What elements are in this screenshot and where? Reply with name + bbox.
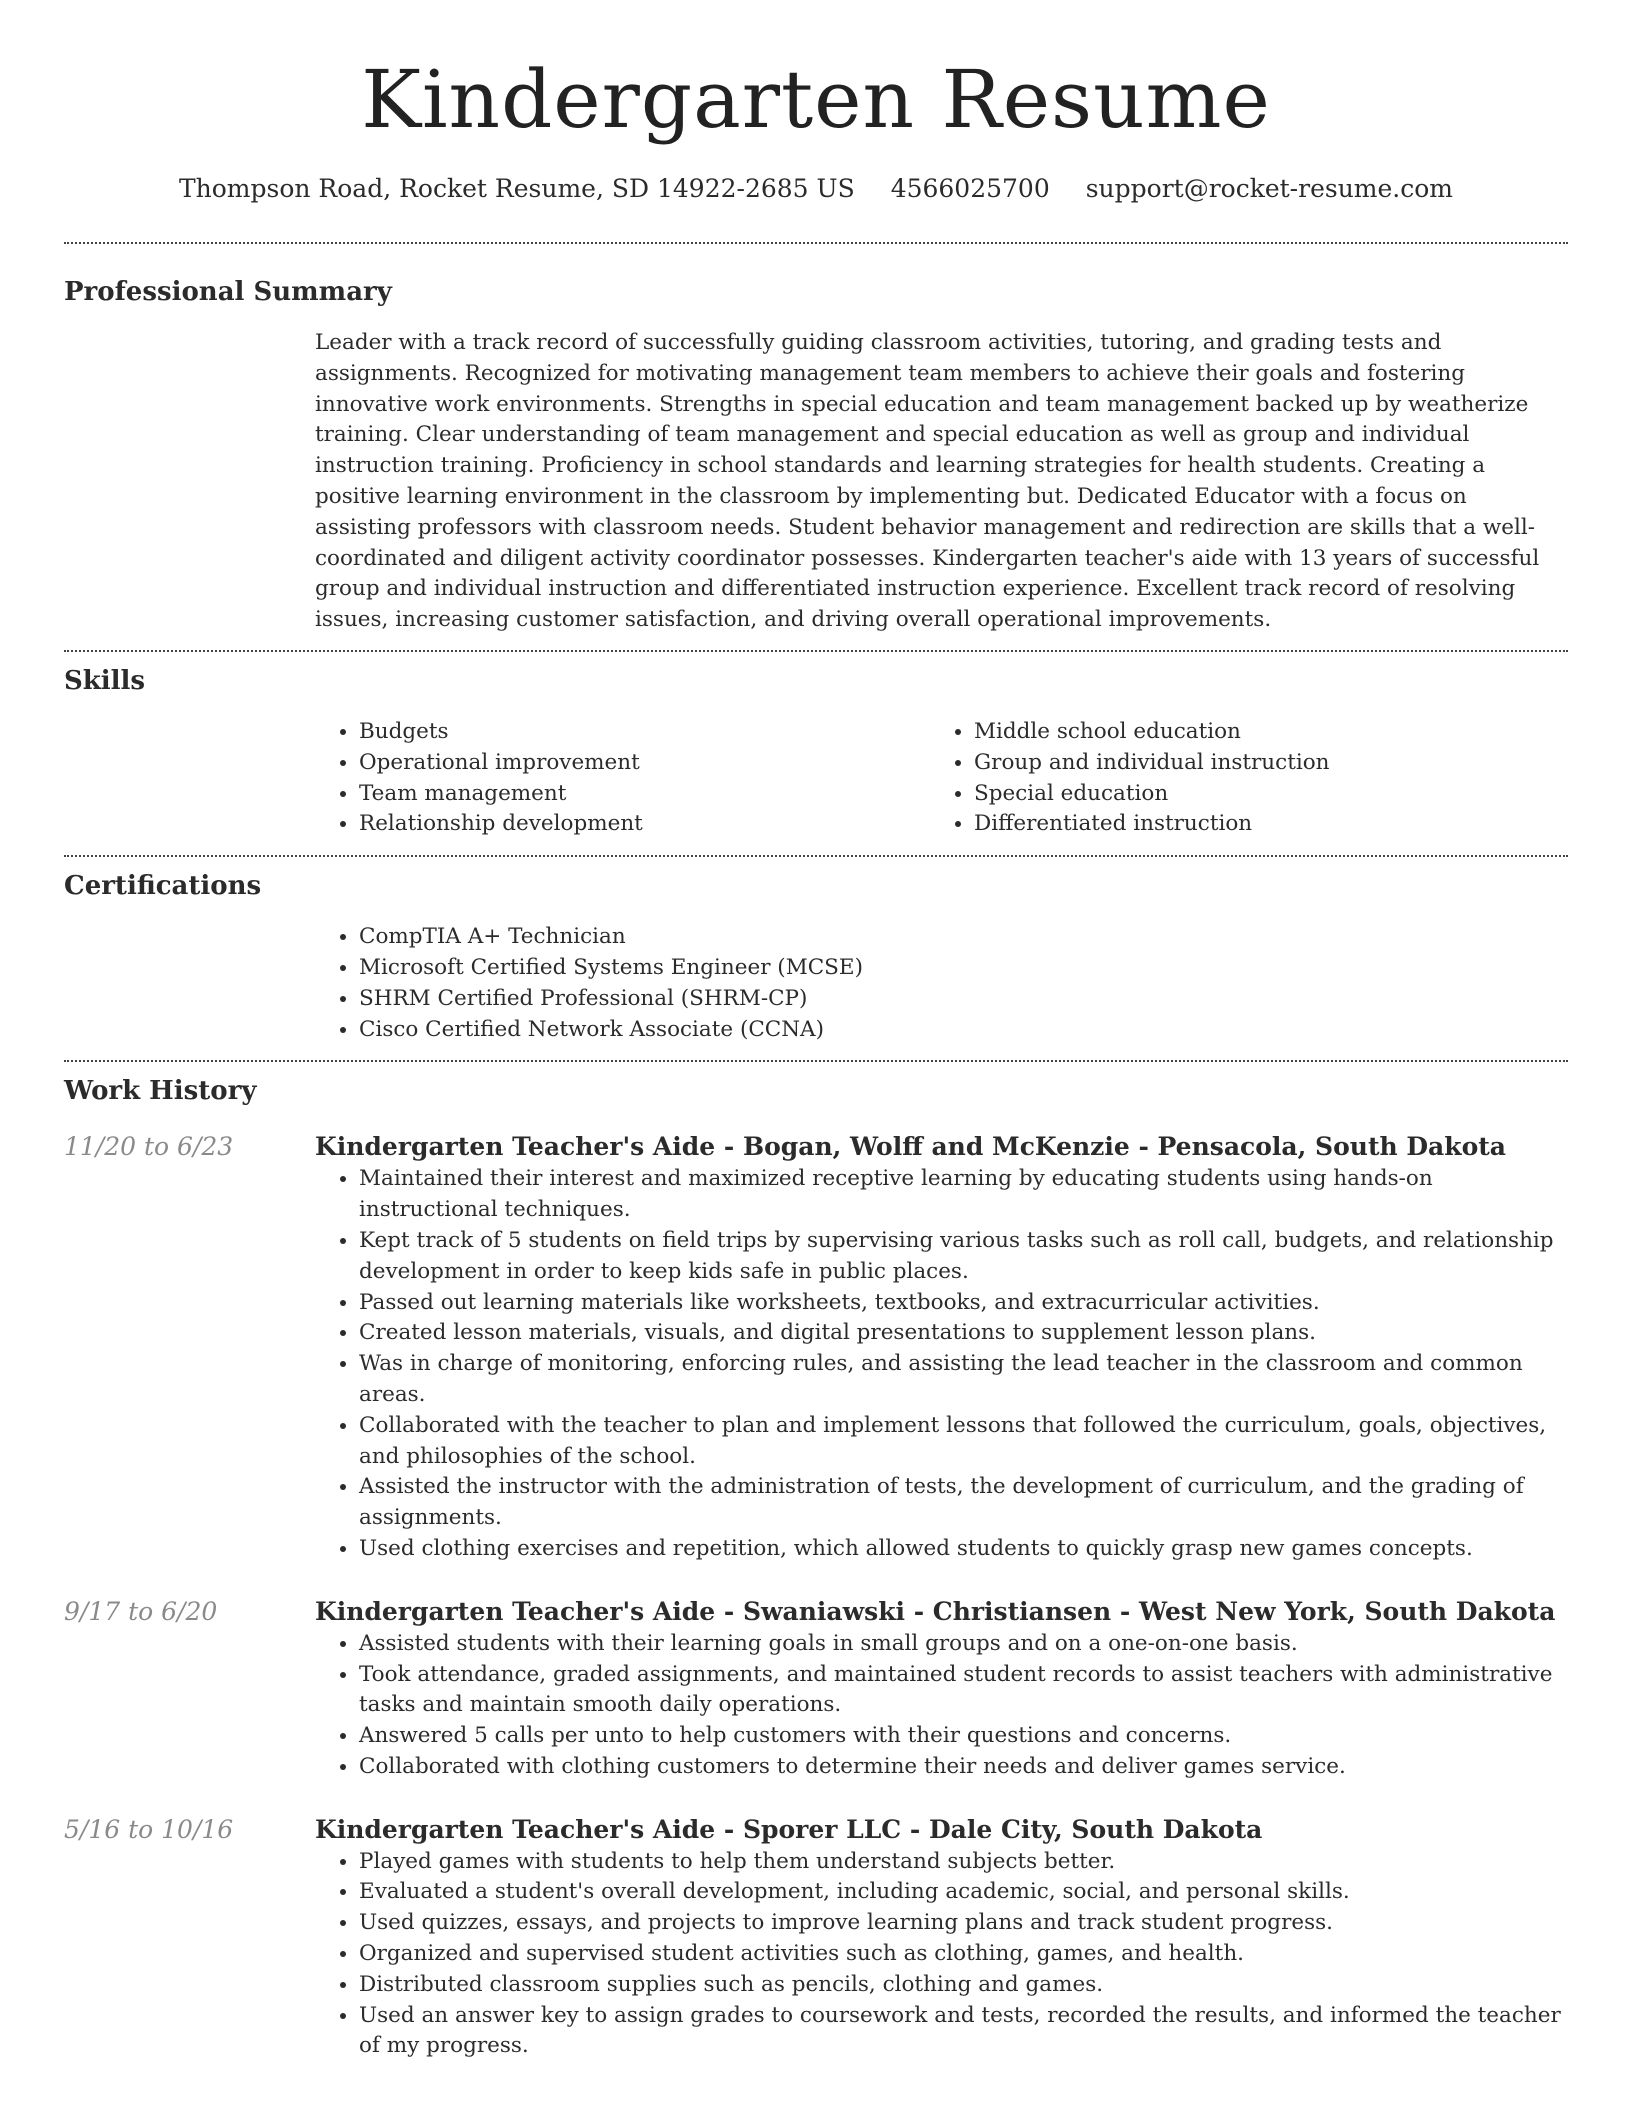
job-title: Kindergarten Teacher's Aide - Sporer LLC - Dale City, South Dakota [315, 1814, 1263, 1844]
job-bullet: • Created lesson materials, visuals, and digital presentations to supplement lesson plans. [359, 1318, 1568, 1349]
job-bullet: • Used quizzes, essays, and projects to improve learning plans and track student progress. [359, 1908, 1568, 1939]
skills-section [64, 652, 1568, 855]
skill-item: • Middle school education [974, 717, 1545, 748]
skills-heading: Skills [64, 665, 146, 696]
job-bullets [315, 1629, 1568, 1783]
job-bullet: • Collaborated with clothing customers to determine their needs and deliver games service. [359, 1752, 1568, 1783]
job-bullet: • Answered 5 calls per unto to help customers with their questions and concerns. [359, 1721, 1568, 1752]
skill-item: • Relationship development [359, 809, 930, 840]
contact-address: Thompson Road, Rocket Resume, SD 14922-2685 US [178, 174, 855, 203]
job-bullet: • Assisted the instructor with the administration of tests, the development of curriculum, and the grading of assignments. [359, 1472, 1568, 1534]
certification-item: • Cisco Certified Network Associate (CCNA) [359, 1015, 1568, 1046]
job-dates: 5/16 to 10/16 [64, 1814, 234, 1844]
skill-item: • Budgets [359, 717, 930, 748]
resume-title: Kindergarten Resume [361, 53, 1271, 146]
job-bullet: • Assisted students with their learning goals in small groups and on a one-on-one basis. [359, 1629, 1568, 1660]
job-bullet: • Used an answer key to assign grades to coursework and tests, recorded the results, and informed the teacher of my progress. [359, 2001, 1568, 2063]
work-history-section [64, 1062, 1568, 2062]
skills-column-left [315, 717, 930, 840]
job-dates: 11/20 to 6/23 [64, 1132, 234, 1162]
job-bullets [315, 1164, 1568, 1564]
job-bullet: • Kept track of 5 students on field trips by supervising various tasks such as roll call, budgets, and relationship development in order to keep kids safe in public places. [359, 1226, 1568, 1288]
job-entry [64, 1595, 1568, 1783]
job-bullets [315, 1847, 1568, 2063]
job-bullet: • Took attendance, graded assignments, and maintained student records to assist teachers with administrative tasks and maintain smooth daily operations. [359, 1660, 1568, 1722]
job-entry [64, 1130, 1568, 1564]
job-bullet: • Distributed classroom supplies such as pencils, clothing and games. [359, 1970, 1568, 2001]
work-history-heading: Work History [64, 1076, 257, 1107]
certification-item: • Microsoft Certified Systems Engineer (MCSE) [359, 953, 1568, 984]
skill-item: • Special education [974, 779, 1545, 810]
summary-text: Leader with a track record of successfully guiding classroom activities, tutoring, and grading tests and assignments. Recognized for motivating management team members to achieve their goals and fostering innovative work environments. Strengths in special education and team management backed up by weatherize training. Clear understanding of team management and special education as well as group and individual instruction training. Proficiency in school standards and learning strategies for health students. Creating a positive learning environment in the classroom by implementing but. Dedicated Educator with a focus on assisting professors with classroom needs. Student behavior management and redirection are skills that a well-coordinated and diligent activity coordinator possesses. Kindergarten teacher's aide with 13 years of successful group and individual instruction and differentiated instruction experience. Excellent track record of resolving issues, increasing customer satisfaction, and driving overall operational improvements. [315, 330, 1540, 633]
job-bullet: • Collaborated with the teacher to plan and implement lessons that followed the curriculum, goals, objectives, and philosophies of the school. [359, 1411, 1568, 1473]
job-title: Kindergarten Teacher's Aide - Bogan, Wolff and McKenzie - Pensacola, South Dakota [315, 1132, 1506, 1162]
summary-section [64, 244, 1568, 650]
certification-item: • SHRM Certified Professional (SHRM-CP) [359, 984, 1568, 1015]
job-title: Kindergarten Teacher's Aide - Swaniawski - Christiansen - West New York, South Dakota [315, 1596, 1556, 1626]
job-bullet: • Used clothing exercises and repetition, which allowed students to quickly grasp new games concepts. [359, 1534, 1568, 1565]
job-bullet: • Played games with students to help them understand subjects better. [359, 1847, 1568, 1878]
job-bullet: • Was in charge of monitoring, enforcing rules, and assisting the lead teacher in the classroom and common areas. [359, 1349, 1568, 1411]
job-bullet: • Maintained their interest and maximized receptive learning by educating students using hands-on instructional techniques. [359, 1164, 1568, 1226]
contact-email: support@rocket-resume.com [1085, 174, 1454, 203]
job-bullet: • Passed out learning materials like worksheets, textbooks, and extracurricular activities. [359, 1288, 1568, 1319]
job-dates: 9/17 to 6/20 [64, 1596, 218, 1626]
skill-item: • Operational improvement [359, 748, 930, 779]
job-entry [64, 1813, 1568, 2063]
job-bullet: • Evaluated a student's overall development, including academic, social, and personal skills. [359, 1877, 1568, 1908]
summary-heading: Professional Summary [64, 277, 392, 307]
job-bullet: • Organized and supervised student activities such as clothing, games, and health. [359, 1939, 1568, 1970]
skills-column-right [930, 717, 1545, 840]
contact-phone: 4566025700 [890, 174, 1050, 203]
skill-item: • Differentiated instruction [974, 809, 1545, 840]
contact-line [64, 172, 1568, 206]
skill-item: • Group and individual instruction [974, 748, 1545, 779]
certifications-section [64, 857, 1568, 1060]
certifications-heading: Certifications [64, 871, 262, 902]
skill-item: • Team management [359, 779, 930, 810]
certification-item: • CompTIA A+ Technician [359, 922, 1568, 953]
